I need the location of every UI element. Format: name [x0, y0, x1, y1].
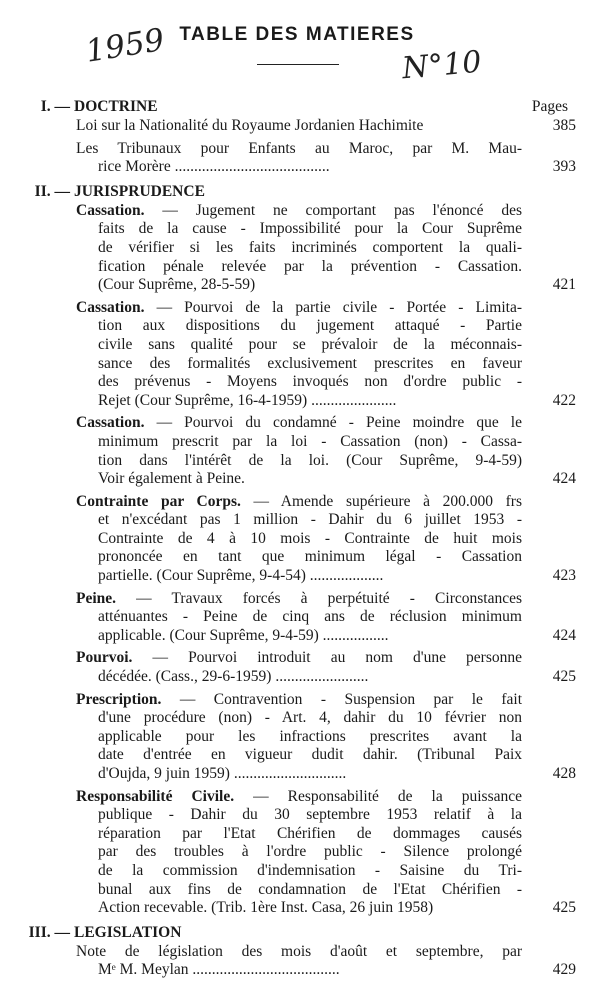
entry-line: [76, 943, 522, 962]
entry-line: [76, 336, 522, 355]
entry-lead: Cassation.: [76, 298, 145, 316]
entry-line: [76, 567, 576, 586]
entry-text: et n'excédant pas 1 million - Dahir du 6 juillet 1953 -: [98, 511, 522, 529]
entry-text: Note de législation des mois d'août et septembre, par: [76, 942, 522, 960]
section-number: III. —: [28, 923, 70, 941]
table-of-contents: [0, 96, 594, 984]
toc-entry: [76, 589, 576, 646]
entry-line: [76, 355, 522, 374]
entry-text: — Pourvoi de la partie civile - Portée - Limita-: [144, 298, 522, 316]
entry-text: minimum prescrit par la loi - Cassation (non) - Cassa-: [98, 432, 522, 450]
page-number: 393: [552, 158, 576, 176]
toc-entry: [76, 690, 576, 784]
entry-line: [76, 493, 522, 512]
entry-text: — Jugement ne comportant pas l'énoncé des: [144, 201, 522, 219]
entry-text: décédée. (Cass., 29-6-1959) ........................: [98, 668, 369, 686]
section-heading: [0, 96, 594, 117]
entry-lead: Pourvoi.: [76, 649, 133, 667]
section-title: DOCTRINE: [74, 98, 158, 115]
entry-line: [76, 433, 522, 452]
entry-text: bunal aux fins de condamnation de l'Etat Chérifien -: [98, 880, 522, 898]
toc-entry: [76, 787, 576, 918]
entry-line: [76, 765, 576, 784]
entry-line: [76, 276, 576, 295]
entry-text: partielle. (Cour Suprême, 9-4-54) ...................: [98, 567, 384, 585]
entry-line: [76, 899, 576, 918]
entry-line: [76, 649, 522, 668]
entry-line: [76, 668, 576, 687]
pages-column-label: Pages: [531, 98, 568, 115]
entry-line: [76, 626, 576, 646]
entry-line: [76, 961, 576, 980]
title-underline: [257, 64, 339, 65]
entry-lead: Cassation.: [76, 414, 145, 432]
entry-text: publique - Dahir du 30 septembre 1953 relatif à la: [98, 806, 522, 824]
entry-text: tion aux dispositions du jugement attaqué - Partie: [98, 317, 522, 335]
entry-line: [76, 117, 576, 136]
entry-line: [76, 239, 522, 258]
entry-text: — Responsabilité de la puissance: [234, 787, 523, 805]
entry-line: [76, 511, 522, 530]
entry-text: — Pourvoi introduit au nom d'une personne: [132, 649, 522, 667]
entry-text: tion dans l'intérêt de la loi. (Cour Suprême, 9-4-59): [98, 451, 522, 469]
entry-text: Mᵉ M. Meylan ......................................: [98, 961, 340, 979]
entry-line: [76, 728, 522, 747]
entry-text: Voir également à Peine.: [98, 470, 245, 488]
entry-line: [76, 317, 522, 336]
page-title: TABLE DES MATIERES: [179, 24, 415, 45]
entry-lead: Responsabilité Civile.: [76, 787, 235, 805]
entry-text: date d'entrée en vigueur dudit dahir. (Tribunal Paix: [98, 746, 522, 764]
entry-text: — Pourvoi du condamné - Peine moindre que le: [144, 414, 522, 432]
entry-text: sance des formalités exclusivement prescrites en faveur: [98, 354, 522, 372]
entry-line: [76, 608, 522, 627]
entry-lead: Contrainte par Corps.: [76, 492, 241, 510]
entry-lead: Cassation.: [76, 201, 145, 219]
entry-line: [76, 590, 522, 609]
toc-entry: [76, 201, 576, 295]
entry-text: applicable. (Cour Suprême, 9-4-59) .................: [98, 626, 389, 644]
entry-line: [76, 414, 522, 433]
page-number: 422: [552, 391, 576, 409]
page-number: 428: [552, 765, 576, 782]
entry-text: Les Tribunaux pour Enfants au Maroc, par M. Mau-: [76, 139, 522, 157]
toc-entry: [76, 649, 576, 686]
toc-entry: [76, 298, 576, 411]
entry-line: [76, 202, 522, 221]
page-number: 423: [552, 567, 576, 585]
entry-text: réparation par l'Etat Chérifien de dommages causés: [98, 824, 522, 842]
entry-line: [76, 158, 576, 177]
toc-entry: [76, 492, 576, 586]
entry-text: Loi sur la Nationalité du Royaume Jordanien Hachimite: [76, 117, 424, 134]
entry-text: — Contravention - Suspension par le fait: [161, 690, 522, 708]
entry-line: [76, 691, 522, 710]
page-number: 429: [552, 961, 576, 979]
entry-text: prononcée en tant que minimum légal - Cassation: [98, 548, 522, 566]
entry-text: — Amende supérieure à 200.000 frs: [240, 492, 522, 510]
entry-line: [76, 220, 522, 239]
entry-line: [76, 746, 522, 765]
entry-text: faits de la cause - Impossibilité pour la Cour Suprême: [98, 220, 522, 238]
entry-lead: Prescription.: [76, 690, 162, 708]
entry-line: [76, 548, 522, 567]
entry-line: [76, 391, 576, 411]
page-number: 424: [552, 626, 576, 644]
entry-text: (Cour Suprême, 28-5-59): [98, 276, 256, 294]
toc-entry: [76, 117, 576, 136]
handwritten-year: 1959: [83, 21, 167, 70]
entry-text: de la commission d'indemnisation - Saisine du Tri-: [98, 861, 522, 879]
toc-entry: [76, 942, 576, 980]
entry-text: des prévenus - Moyens invoqués non d'ordre public -: [98, 373, 522, 391]
entry-line: [76, 258, 522, 277]
entry-lead: Peine.: [76, 589, 117, 607]
entry-line: [76, 843, 522, 862]
entry-line: [76, 788, 522, 807]
page-number: 421: [552, 276, 576, 294]
page-number: 424: [552, 470, 576, 488]
entry-text: civile sans qualité pour se prévaloir de la méconnais-: [98, 335, 522, 353]
entry-line: [76, 373, 522, 392]
entry-line: [76, 806, 522, 825]
entry-text: atténuantes - Peine de cinq ans de réclusion minimum: [98, 608, 522, 626]
toc-entry: [76, 139, 576, 177]
handwritten-number: N°10: [400, 44, 483, 87]
entry-text: fication pénale relevée par la prévention - Cassation.: [98, 257, 522, 275]
entry-text: par des troubles à l'ordre public - Silence prolongé: [98, 843, 522, 861]
entry-line: [76, 299, 522, 318]
section-number: I. —: [40, 98, 70, 115]
entry-line: [76, 709, 522, 728]
entry-text: Contrainte de 4 à 10 mois - Contrainte de huit mois: [98, 529, 522, 547]
entry-text: Rejet (Cour Suprême, 16-4-1959) ......................: [98, 391, 397, 409]
entry-line: [76, 862, 522, 881]
entry-text: Action recevable. (Trib. 1ère Inst. Casa, 26 juin 1958): [98, 899, 434, 917]
page-number: 385: [552, 117, 576, 134]
page-number: 425: [552, 668, 576, 686]
section-number: II. —: [34, 182, 70, 200]
entry-line: [76, 530, 522, 549]
entry-text: d'une procédure (non) - Art. 4, dahir du 10 février non: [98, 709, 522, 727]
section-heading: [0, 181, 594, 202]
entry-text: de vérifier si les faits incriminés comportent la quali-: [98, 238, 522, 256]
section-heading: [0, 922, 594, 943]
entry-spacer: [0, 980, 594, 984]
entry-line: [76, 470, 576, 489]
section-title: JURISPRUDENCE: [74, 182, 205, 200]
section-title: LEGISLATION: [74, 923, 182, 941]
entry-line: [76, 140, 522, 159]
entry-text: d'Oujda, 9 juin 1959) .............................: [98, 765, 347, 782]
entry-line: [76, 452, 522, 471]
entry-line: [76, 881, 522, 900]
entry-text: rice Morère ........................................: [98, 158, 330, 176]
toc-entry: [76, 414, 576, 488]
entry-text: applicable pour les infractions prescrites avant la: [98, 727, 522, 745]
entry-text: — Travaux forcés à perpétuité - Circonstances: [116, 589, 522, 607]
entry-line: [76, 825, 522, 844]
page-number: 425: [552, 899, 576, 917]
